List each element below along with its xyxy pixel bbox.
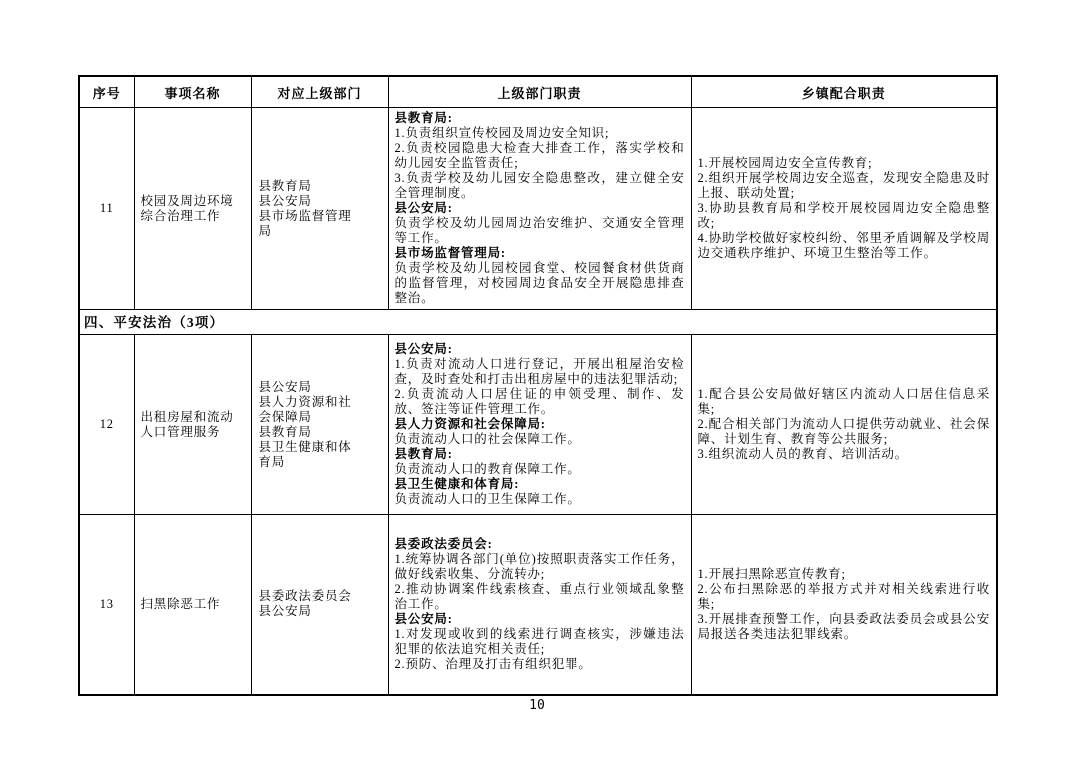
duty-text-line: 3.组织流动人员的教育、培训活动。: [697, 447, 908, 461]
duty-department-heading: 县市场监督管理局:: [394, 246, 506, 260]
no-cell: 11: [79, 108, 134, 310]
duty-text-line: 3.负责学校及幼儿园安全隐患整改，建立健全安全管理制度。: [394, 171, 685, 200]
duty-text-line: 2.负责流动人口居住证的申领受理、制作、发放、签注等证件管理工作。: [394, 387, 685, 416]
duty-text-line: 2.公布扫黑除恶的举报方式并对相关线索进行收集;: [697, 581, 990, 611]
department-line: 县委政法委员会: [258, 589, 352, 604]
item-name-cell: 出租房屋和流动人口管理服务: [134, 335, 251, 515]
item-name-cell: 扫黑除恶工作: [134, 515, 251, 695]
duty-text-line: 负责学校及幼儿园周边治安维护、交通安全管理等工作。: [394, 216, 685, 245]
duty-text-line: 2.组织开展学校周边安全巡查，发现安全隐患及时上报、联动处置;: [697, 171, 990, 200]
duty-text-line: 4.协助学校做好家校纠纷、邻里矛盾调解及学校周边交通秩序维护、环境卫生整治等工作。: [697, 231, 990, 260]
col-header-township-duties: 乡镇配合职责: [691, 76, 997, 108]
department-line: 县教育局: [258, 424, 312, 439]
duty-department-heading: 县公安局:: [394, 611, 453, 626]
department-line: 县教育局: [258, 178, 312, 193]
department-line: 县公安局: [258, 604, 312, 619]
duty-text-line: 负责流动人口的教育保障工作。: [394, 462, 581, 476]
duty-text-line: 负责流动人口的社会保障工作。: [394, 432, 581, 446]
department-line: 县公安局: [258, 193, 312, 208]
departments-cell: [251, 108, 388, 310]
item-name-cell: 校园及周边环境综合治理工作: [134, 108, 251, 310]
col-header-no: 序号: [79, 76, 134, 108]
table-row: [79, 108, 997, 310]
duty-text-line: 1.配合县公安局做好辖区内流动人口居住信息采集;: [697, 387, 990, 416]
duty-text-line: 1.负责组织宣传校园及周边安全知识;: [394, 126, 610, 140]
township-duties-cell: [691, 515, 997, 695]
col-header-superior-duties: 上级部门职责: [388, 76, 691, 108]
superior-duties-cell: [388, 335, 691, 515]
no-cell: 13: [79, 515, 134, 695]
departments-cell: [251, 515, 388, 695]
duty-department-heading: 县公安局:: [394, 201, 453, 215]
superior-duties-cell: [388, 515, 691, 695]
department-line: 县市场监督管理局: [258, 208, 352, 238]
duty-text-line: 3.协助县教育局和学校开展校园周边安全隐患整改;: [697, 201, 990, 230]
duty-text-line: 2.预防、治理及打击有组织犯罪。: [394, 656, 592, 671]
departments-cell: [251, 335, 388, 515]
no-cell: 12: [79, 335, 134, 515]
table-row: [79, 335, 997, 515]
col-header-departments: 对应上级部门: [251, 76, 388, 108]
duty-text-line: 1.对发现或收到的线索进行调查核实，涉嫌违法犯罪的依法追究相关责任;: [394, 626, 685, 656]
duty-text-line: 3.开展排查预警工作，向县委政法委员会或县公安局报送各类违法犯罪线索。: [697, 611, 990, 641]
duty-department-heading: 县公安局:: [394, 342, 453, 356]
table-row: [79, 515, 997, 695]
col-header-item-name: 事项名称: [134, 76, 251, 108]
duty-text-line: 2.负责校园隐患大检查大排查工作，落实学校和幼儿园安全监管责任;: [394, 141, 685, 170]
page-number: 10: [529, 698, 545, 713]
superior-duties-cell: [388, 108, 691, 310]
table-header: [79, 76, 997, 108]
township-duties-cell: [691, 108, 997, 310]
duty-text-line: 负责流动人口的卫生保障工作。: [394, 492, 581, 506]
duty-department-heading: 县人力资源和社会保障局:: [394, 417, 546, 431]
responsibility-table: [78, 75, 998, 696]
duty-text-line: 2.配合相关部门为流动人口提供劳动就业、社会保障、计划生育、教育等公共服务;: [697, 417, 990, 446]
department-line: 县卫生健康和体育局: [258, 439, 352, 469]
section-header-row: [79, 310, 997, 335]
township-duties-cell: [691, 335, 997, 515]
duty-text-line: 1.统筹协调各部门(单位)按照职责落实工作任务，做好线索收集、分流转办;: [394, 551, 685, 581]
duty-department-heading: 县委政法委员会:: [394, 536, 493, 551]
duty-text-line: 2.推动协调案件线索核查、重点行业领域乱象整治工作。: [394, 581, 685, 611]
duty-text-line: 1.开展扫黑除恶宣传教育;: [697, 566, 846, 581]
department-line: 县公安局: [258, 379, 312, 394]
section-header-label: 四、平安法治（3项）: [79, 310, 997, 335]
header-row: [79, 76, 997, 108]
duty-department-heading: 县教育局:: [394, 447, 453, 461]
duty-text-line: 负责学校及幼儿园校园食堂、校园餐食材供货商的监督管理，对校园周边食品安全开展隐患排查整治。: [394, 261, 685, 305]
department-line: 县人力资源和社会保障局: [258, 394, 352, 424]
duty-text-line: 1.负责对流动人口进行登记，开展出租屋治安检查，及时查处和打击出租房屋中的违法犯罪活动;: [394, 357, 685, 386]
duty-text-line: 1.开展校园周边安全宣传教育;: [697, 156, 873, 170]
duty-department-heading: 县教育局:: [394, 111, 453, 125]
table-body: [79, 108, 997, 695]
duty-department-heading: 县卫生健康和体育局:: [394, 477, 520, 491]
